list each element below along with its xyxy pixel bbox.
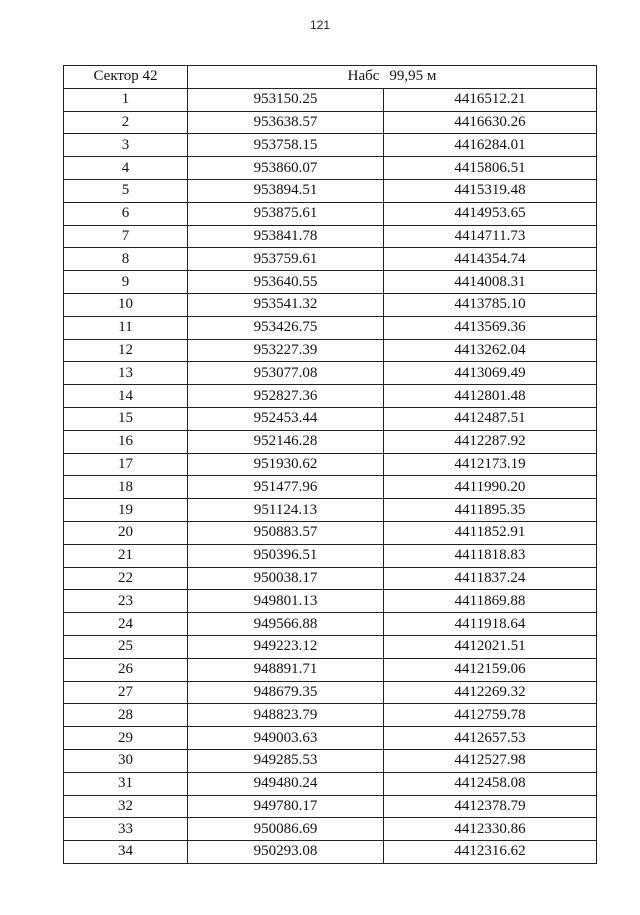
y-coordinate-cell: 4412657.53 xyxy=(384,727,597,750)
x-coordinate-cell: 950396.51 xyxy=(188,544,384,567)
table-row xyxy=(64,841,597,864)
y-coordinate-cell: 4411852.91 xyxy=(384,521,597,544)
sector-header: Сектор 42 xyxy=(64,66,188,89)
table-row xyxy=(64,339,597,362)
y-coordinate-cell: 4411818.83 xyxy=(384,544,597,567)
point-number-cell: 10 xyxy=(64,293,188,316)
table-row xyxy=(64,362,597,385)
point-number-cell: 22 xyxy=(64,567,188,590)
x-coordinate-cell: 949223.12 xyxy=(188,635,384,658)
table-row xyxy=(64,567,597,590)
x-coordinate-cell: 953541.32 xyxy=(188,293,384,316)
coordinates-table xyxy=(63,65,597,864)
point-number-cell: 6 xyxy=(64,202,188,225)
table-row xyxy=(64,727,597,750)
x-coordinate-cell: 950293.08 xyxy=(188,841,384,864)
x-coordinate-cell: 952827.36 xyxy=(188,385,384,408)
point-number-cell: 17 xyxy=(64,453,188,476)
point-number-cell: 1 xyxy=(64,88,188,111)
x-coordinate-cell: 953227.39 xyxy=(188,339,384,362)
table-row xyxy=(64,544,597,567)
x-coordinate-cell: 953894.51 xyxy=(188,179,384,202)
y-coordinate-cell: 4416512.21 xyxy=(384,88,597,111)
x-coordinate-cell: 949285.53 xyxy=(188,749,384,772)
table-row xyxy=(64,202,597,225)
point-number-cell: 29 xyxy=(64,727,188,750)
y-coordinate-cell: 4412330.86 xyxy=(384,818,597,841)
x-coordinate-cell: 953759.61 xyxy=(188,248,384,271)
y-coordinate-cell: 4412021.51 xyxy=(384,635,597,658)
y-coordinate-cell: 4415806.51 xyxy=(384,157,597,180)
y-coordinate-cell: 4412527.98 xyxy=(384,749,597,772)
x-coordinate-cell: 948823.79 xyxy=(188,704,384,727)
point-number-cell: 32 xyxy=(64,795,188,818)
table-row xyxy=(64,134,597,157)
point-number-cell: 34 xyxy=(64,841,188,864)
point-number-cell: 5 xyxy=(64,179,188,202)
table-row xyxy=(64,635,597,658)
y-coordinate-cell: 4411837.24 xyxy=(384,567,597,590)
table-row xyxy=(64,818,597,841)
point-number-cell: 31 xyxy=(64,772,188,795)
point-number-cell: 15 xyxy=(64,407,188,430)
table-row xyxy=(64,385,597,408)
point-number-cell: 24 xyxy=(64,613,188,636)
x-coordinate-cell: 950883.57 xyxy=(188,521,384,544)
y-coordinate-cell: 4411895.35 xyxy=(384,499,597,522)
y-coordinate-cell: 4412801.48 xyxy=(384,385,597,408)
x-coordinate-cell: 948891.71 xyxy=(188,658,384,681)
point-number-cell: 26 xyxy=(64,658,188,681)
point-number-cell: 12 xyxy=(64,339,188,362)
x-coordinate-cell: 953875.61 xyxy=(188,202,384,225)
x-coordinate-cell: 949003.63 xyxy=(188,727,384,750)
table-row xyxy=(64,88,597,111)
x-coordinate-cell: 951124.13 xyxy=(188,499,384,522)
table-row xyxy=(64,316,597,339)
point-number-cell: 14 xyxy=(64,385,188,408)
x-coordinate-cell: 953758.15 xyxy=(188,134,384,157)
y-coordinate-cell: 4412316.62 xyxy=(384,841,597,864)
y-coordinate-cell: 4414711.73 xyxy=(384,225,597,248)
table-row xyxy=(64,453,597,476)
y-coordinate-cell: 4414354.74 xyxy=(384,248,597,271)
point-number-cell: 28 xyxy=(64,704,188,727)
y-coordinate-cell: 4415319.48 xyxy=(384,179,597,202)
table-row xyxy=(64,271,597,294)
point-number-cell: 25 xyxy=(64,635,188,658)
table-row xyxy=(64,248,597,271)
x-coordinate-cell: 951477.96 xyxy=(188,476,384,499)
y-coordinate-cell: 4411990.20 xyxy=(384,476,597,499)
y-coordinate-cell: 4411869.88 xyxy=(384,590,597,613)
x-coordinate-cell: 952453.44 xyxy=(188,407,384,430)
y-coordinate-cell: 4414953.65 xyxy=(384,202,597,225)
point-number-cell: 20 xyxy=(64,521,188,544)
point-number-cell: 23 xyxy=(64,590,188,613)
point-number-cell: 19 xyxy=(64,499,188,522)
y-coordinate-cell: 4411918.64 xyxy=(384,613,597,636)
x-coordinate-cell: 953638.57 xyxy=(188,111,384,134)
point-number-cell: 21 xyxy=(64,544,188,567)
table-row xyxy=(64,407,597,430)
table-row xyxy=(64,476,597,499)
y-coordinate-cell: 4412487.51 xyxy=(384,407,597,430)
x-coordinate-cell: 949801.13 xyxy=(188,590,384,613)
y-coordinate-cell: 4413069.49 xyxy=(384,362,597,385)
y-coordinate-cell: 4413569.36 xyxy=(384,316,597,339)
table-row xyxy=(64,521,597,544)
point-number-cell: 16 xyxy=(64,430,188,453)
x-coordinate-cell: 948679.35 xyxy=(188,681,384,704)
table-row xyxy=(64,590,597,613)
y-coordinate-cell: 4412287.92 xyxy=(384,430,597,453)
coordinates-table-body xyxy=(64,66,597,864)
page-number: 121 xyxy=(309,18,331,32)
point-number-cell: 8 xyxy=(64,248,188,271)
y-coordinate-cell: 4416284.01 xyxy=(384,134,597,157)
table-row xyxy=(64,658,597,681)
point-number-cell: 3 xyxy=(64,134,188,157)
x-coordinate-cell: 953426.75 xyxy=(188,316,384,339)
table-row xyxy=(64,157,597,180)
point-number-cell: 2 xyxy=(64,111,188,134)
point-number-cell: 9 xyxy=(64,271,188,294)
y-coordinate-cell: 4416630.26 xyxy=(384,111,597,134)
table-row xyxy=(64,225,597,248)
table-row xyxy=(64,772,597,795)
table-row xyxy=(64,430,597,453)
x-coordinate-cell: 950086.69 xyxy=(188,818,384,841)
x-coordinate-cell: 950038.17 xyxy=(188,567,384,590)
x-coordinate-cell: 951930.62 xyxy=(188,453,384,476)
height-value: 99,95 м xyxy=(389,68,437,85)
y-coordinate-cell: 4412269.32 xyxy=(384,681,597,704)
height-header xyxy=(188,66,597,89)
table-row xyxy=(64,499,597,522)
x-coordinate-cell: 949566.88 xyxy=(188,613,384,636)
point-number-cell: 11 xyxy=(64,316,188,339)
point-number-cell: 33 xyxy=(64,818,188,841)
x-coordinate-cell: 953077.08 xyxy=(188,362,384,385)
y-coordinate-cell: 4412458.08 xyxy=(384,772,597,795)
table-row xyxy=(64,111,597,134)
x-coordinate-cell: 953841.78 xyxy=(188,225,384,248)
x-coordinate-cell: 953860.07 xyxy=(188,157,384,180)
point-number-cell: 18 xyxy=(64,476,188,499)
table-row xyxy=(64,613,597,636)
y-coordinate-cell: 4412378.79 xyxy=(384,795,597,818)
x-coordinate-cell: 952146.28 xyxy=(188,430,384,453)
point-number-cell: 7 xyxy=(64,225,188,248)
table-row xyxy=(64,795,597,818)
y-coordinate-cell: 4414008.31 xyxy=(384,271,597,294)
table-row xyxy=(64,749,597,772)
table-header-row xyxy=(64,66,597,89)
x-coordinate-cell: 949780.17 xyxy=(188,795,384,818)
table-row xyxy=(64,293,597,316)
table-row xyxy=(64,681,597,704)
y-coordinate-cell: 4412759.78 xyxy=(384,704,597,727)
table-row xyxy=(64,179,597,202)
point-number-cell: 30 xyxy=(64,749,188,772)
table-row xyxy=(64,704,597,727)
height-label: Набс xyxy=(347,68,380,85)
y-coordinate-cell: 4413262.04 xyxy=(384,339,597,362)
point-number-cell: 27 xyxy=(64,681,188,704)
x-coordinate-cell: 949480.24 xyxy=(188,772,384,795)
y-coordinate-cell: 4413785.10 xyxy=(384,293,597,316)
y-coordinate-cell: 4412173.19 xyxy=(384,453,597,476)
point-number-cell: 13 xyxy=(64,362,188,385)
y-coordinate-cell: 4412159.06 xyxy=(384,658,597,681)
point-number-cell: 4 xyxy=(64,157,188,180)
x-coordinate-cell: 953640.55 xyxy=(188,271,384,294)
x-coordinate-cell: 953150.25 xyxy=(188,88,384,111)
